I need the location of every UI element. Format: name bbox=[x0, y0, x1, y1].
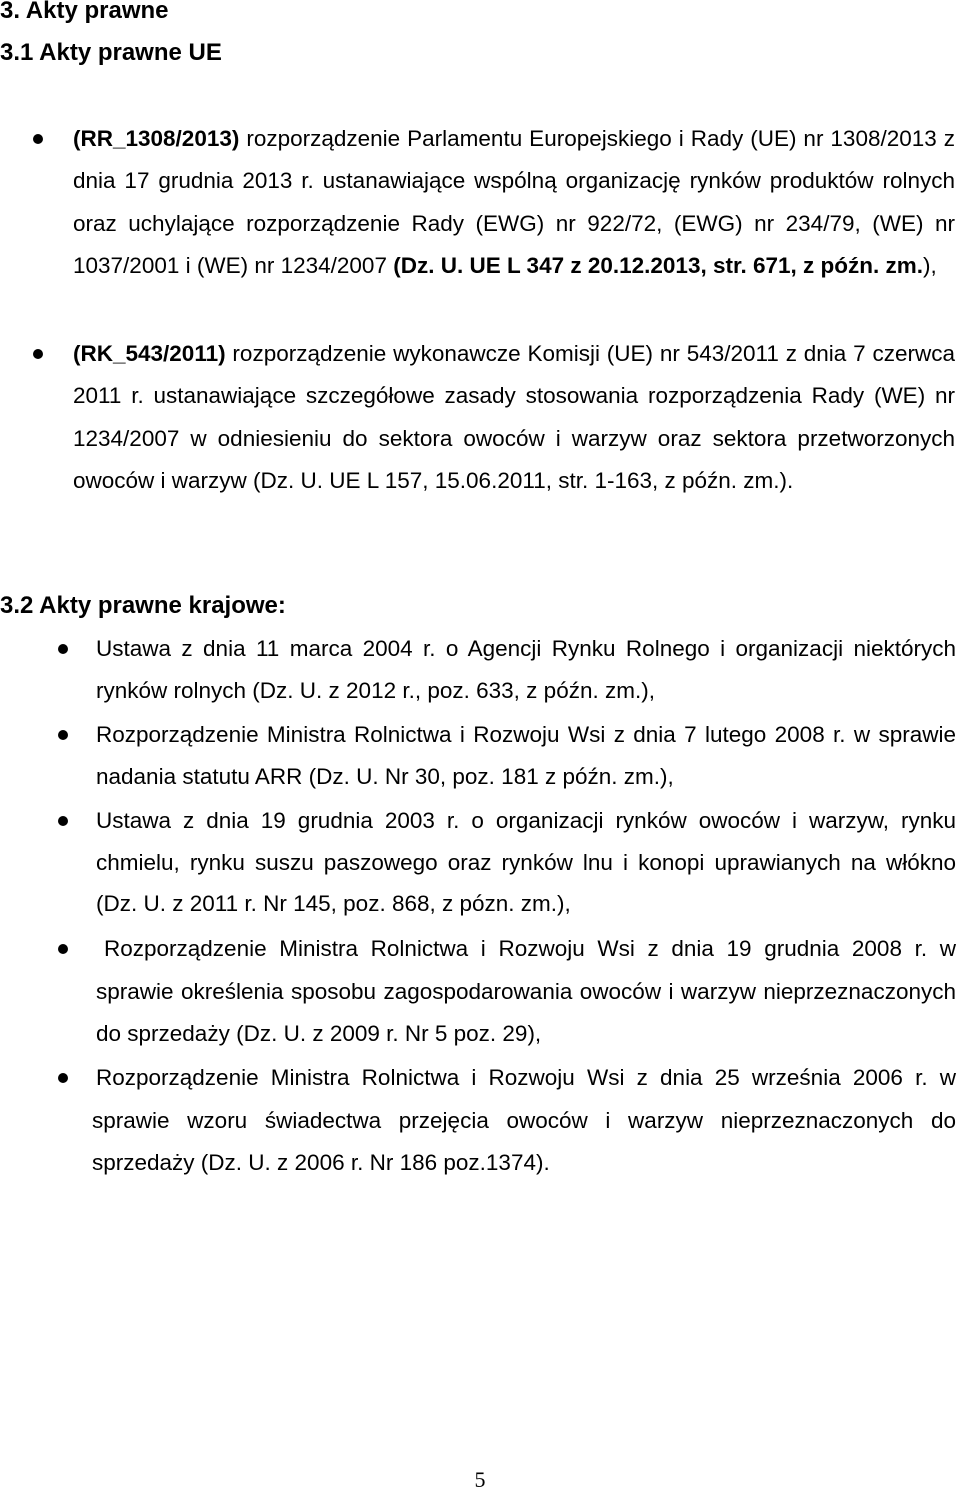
list-item bbox=[96, 928, 956, 1056]
national-acts-heading: 3.2 Akty prawne krajowe: bbox=[0, 592, 286, 619]
act-reference-tail: ), bbox=[923, 253, 937, 279]
act-description: rozporządzenie Parlamentu Europejskiego i Rady (UE) nr 1308/2013 z dnia 17 grudnia 2013 r. ustanawiające wspólną organizację rynków produktów rolnych oraz uchylające rozporządzenie Rady (EWG) nr 922/72, (EWG) nr 234/79, (WE) nr 1037/2001 i (WE) nr 1234/2007 bbox=[73, 126, 955, 279]
act-description: Ustawa z dnia 11 marca 2004 r. o Agencji Rynku Rolnego i organizacji niektórych rynków rolnych (Dz. U. z 2012 r., poz. 633, z późn. zm.), bbox=[96, 636, 956, 703]
list-item bbox=[96, 800, 956, 925]
act-description: rozporządzenie wykonawcze Komisji (UE) nr 543/2011 z dnia 7 czerwca 2011 r. ustanawiające szczegółowe zasady stosowania rozporządzenia Rady (WE) nr 1234/2007 w odniesieniu do sektora owoców i warzyw oraz sektora przetworzonych owoców i warzyw (Dz. U. UE L 157, 15.06.2011, str. 1-163, z późn. zm.). bbox=[73, 341, 955, 494]
list-item bbox=[96, 628, 956, 711]
page-number: 5 bbox=[474, 1467, 486, 1492]
act-code: (RR_1308/2013) bbox=[73, 126, 240, 151]
list-item bbox=[92, 1057, 956, 1185]
act-reference: (Dz. U. UE L 347 z 20.12.2013, str. 671, z późn. zm. bbox=[393, 253, 924, 279]
act-description: Rozporządzenie Ministra Rolnictwa i Rozwoju Wsi z dnia 7 lutego 2008 r. w sprawie nadania statutu ARR (Dz. U. Nr 30, poz. 181 z późn. zm.), bbox=[96, 722, 956, 789]
list-item bbox=[73, 118, 955, 288]
act-description: Rozporządzenie Ministra Rolnictwa i Rozwoju Wsi z dnia 25 września 2006 r. w sprawie wzoru świadectwa przejęcia owoców i warzyw nieprzeznaczonych do sprzedaży (Dz. U. z 2006 r. Nr 186 poz.1374). bbox=[92, 1065, 956, 1175]
section-heading: 3. Akty prawne bbox=[0, 0, 169, 24]
list-item bbox=[96, 714, 956, 797]
act-description: Rozporządzenie Ministra Rolnictwa i Rozwoju Wsi z dnia 19 grudnia 2008 r. w sprawie określenia sposobu zagospodarowania owoców i warzyw nieprzeznaczonych do sprzedaży (Dz. U. z 2009 r. Nr 5 poz. 29), bbox=[96, 936, 956, 1046]
eu-acts-heading: 3.1 Akty prawne UE bbox=[0, 39, 222, 66]
act-description: Ustawa z dnia 19 grudnia 2003 r. o organizacji rynków owoców i warzyw, rynku chmielu, rynku suszu paszowego oraz rynków lnu i konopi uprawianych na włókno (Dz. U. z 2011 r. Nr 145, poz. 868, z pózn. zm.), bbox=[96, 808, 956, 916]
act-code: (RK_543/2011) bbox=[73, 341, 226, 366]
list-item bbox=[73, 333, 955, 503]
